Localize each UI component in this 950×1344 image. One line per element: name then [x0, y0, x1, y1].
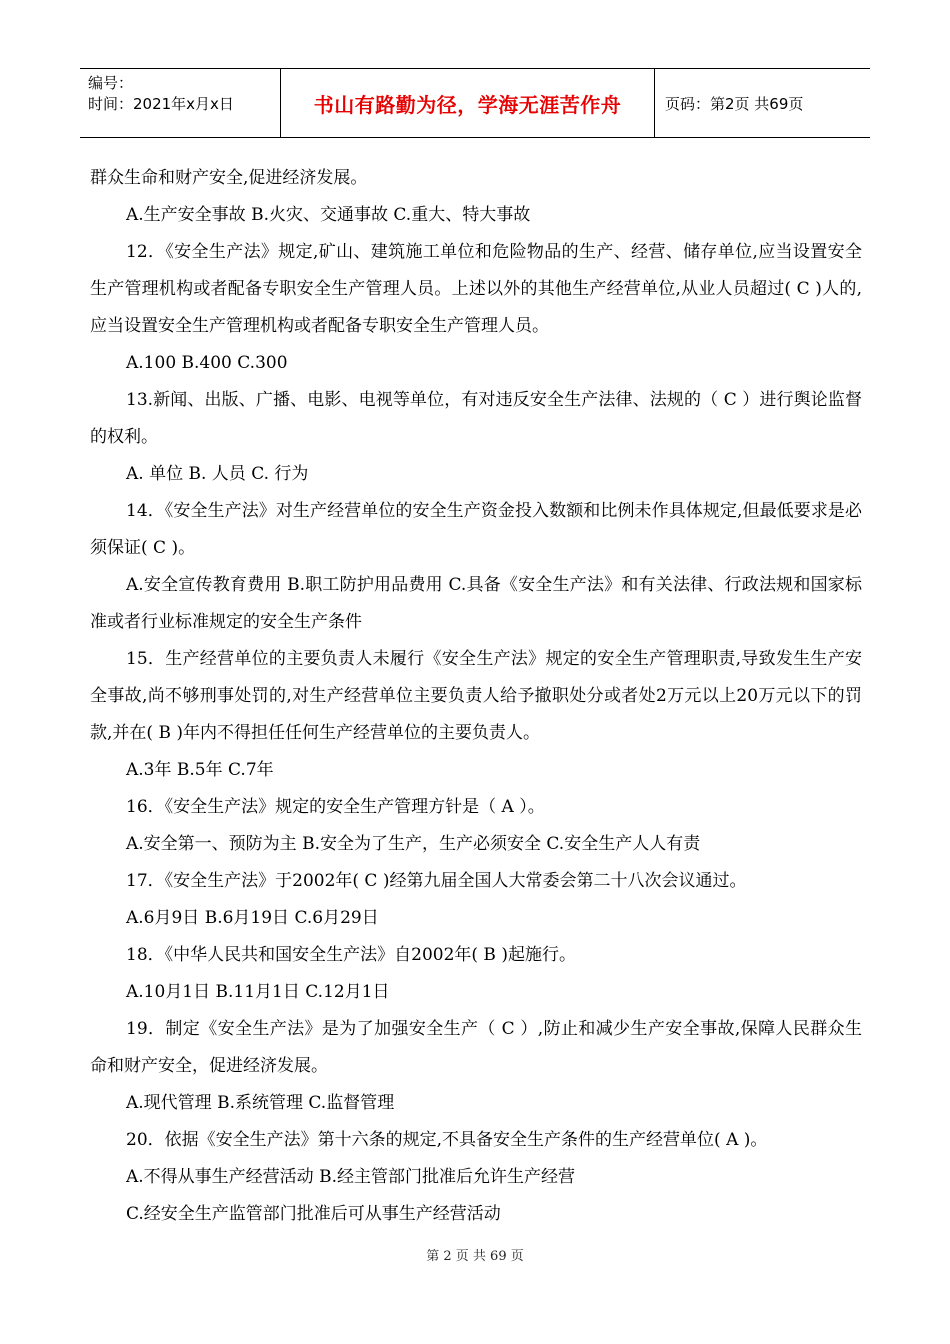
document-body: [90, 160, 862, 1233]
paragraph: A.6月9日 B.6月19日 C.6月29日: [126, 908, 379, 928]
paragraph: A. 单位 B. 人员 C. 行为: [126, 464, 309, 484]
paragraph: A.不得从事生产经营活动 B.经主管部门批准后允许生产经营: [126, 1167, 575, 1187]
paragraph: C.经安全生产监管部门批准后可从事生产经营活动: [126, 1204, 501, 1224]
paragraph: 16．《安全生产法》规定的安全生产管理方针是（ A ）。: [126, 797, 545, 817]
page-header: [80, 68, 870, 138]
paragraph: 13.新闻、出版、广播、电影、电视等单位，有对违反安全生产法律、法规的（ C ）进行舆论监督的权利。: [90, 390, 862, 447]
header-meta: [80, 69, 281, 137]
paragraph: A.安全第一、预防为主 B.安全为了生产，生产必须安全 C.安全生产人人有责: [126, 834, 701, 854]
paragraph: A.3年 B.5年 C.7年: [126, 760, 274, 780]
page-footer: 第 2 页 共 69 页: [426, 1249, 524, 1264]
paragraph: 19．制定《安全生产法》是为了加强安全生产（ C ）,防止和减少生产安全事故,保障人民群众生命和财产安全，促进经济发展。: [90, 1019, 862, 1076]
paragraph: A.10月1日 B.11月1日 C.12月1日: [126, 982, 390, 1002]
document-time-label: 时间：2021年x月x日: [88, 95, 234, 113]
paragraph: 12．《安全生产法》规定,矿山、建筑施工单位和危险物品的生产、经营、储存单位,应当设置安全生产管理机构或者配备专职安全生产管理人员。上述以外的其他生产经营单位,从业人员超过( C )人的,应当设置安全生产管理机构或者配备专职安全生产管理人员。: [90, 242, 862, 336]
paragraph: 15．生产经营单位的主要负责人未履行《安全生产法》规定的安全生产管理职责,导致发生生产安全事故,尚不够刑事处罚的,对生产经营单位主要负责人给予撤职处分或者处2万元以上20万元以下的罚款,并在( B )年内不得担任任何生产经营单位的主要负责人。: [90, 649, 862, 743]
paragraph: 17．《安全生产法》于2002年( C )经第九届全国人大常委会第二十八次会议通过。: [126, 871, 747, 891]
paragraph: A.100 B.400 C.300: [126, 353, 288, 373]
paragraph: 群众生命和财产安全,促进经济发展。: [90, 168, 368, 188]
paragraph: A.生产安全事故 B.火灾、交通事故 C.重大、特大事故: [126, 205, 531, 225]
paragraph: A.现代管理 B.系统管理 C.监督管理: [126, 1093, 395, 1113]
paragraph: 18．《中华人民共和国安全生产法》自2002年( B )起施行。: [126, 945, 576, 965]
header-page-info: 页码：第2页 共69页: [665, 94, 804, 113]
paragraph: A.安全宣传教育费用 B.职工防护用品费用 C.具备《安全生产法》和有关法律、行政法规和国家标准或者行业标准规定的安全生产条件: [90, 575, 862, 632]
paragraph: 14．《安全生产法》对生产经营单位的安全生产资金投入数额和比例未作具体规定,但最低要求是必须保证( C )。: [90, 501, 862, 558]
header-motto: 书山有路勤为径，学海无涯苦作舟: [281, 69, 655, 137]
document-number-label: 编号：: [88, 74, 134, 92]
paragraph: 20．依据《安全生产法》第十六条的规定,不具备安全生产条件的生产经营单位( A )。: [126, 1130, 768, 1150]
